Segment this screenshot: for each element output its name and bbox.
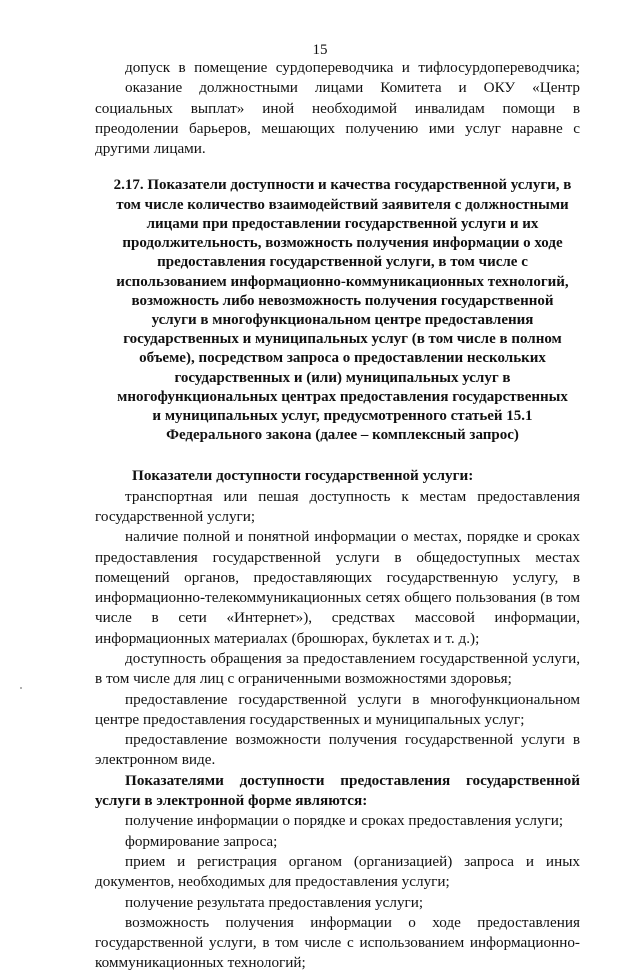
availability-item: транспортная или пешая доступность к местам предоставления государственной услуги;: [95, 487, 580, 525]
paragraph-officials-assistance: оказание должностными лицами Комитета и ОКУ «Центр социальных выплат» иной необходимой инвалидам помощи в преодолении барьеров, мешающих получению ими услуг наравне с другими лицами.: [95, 79, 580, 158]
availability-item: предоставление государственной услуги в многофункциональном центре предоставления государственных и муниципальных услуг;: [95, 690, 580, 728]
availability-heading: Показатели доступности государственной услуги:: [132, 467, 474, 485]
document-body: [95, 58, 580, 974]
availability-item: доступность обращения за предоставлением государственной услуги, в том числе для лиц с ограниченными возможностями здоровья;: [95, 650, 580, 688]
electronic-heading: Показателями доступности предоставления государственной услуги в электронной форме являются:: [95, 771, 580, 810]
availability-item: наличие полной и понятной информации о местах, порядке и сроках предоставления государственной услуги в общедоступных местах помещений органов, предоставляющих государственную услугу, в информационно-телекоммуникационных сетях общего пользования (в том числе в сети «Интернет»), средствах массовой информации, информационных материалах (брошюрах, буклетах и т. д.);: [95, 528, 580, 647]
section-heading-2-17: 2.17. Показатели доступности и качества государственной услуги, в том числе количество взаимодействий заявителя с должностными лицами при предоставлении государственной услуги и их продолжительность, возможность получения информации о ходе предоставления государственной услуги, в том числе с использованием информационно-коммуникационных технологий, возможность либо невозможность получения государственной услуги в многофункциональном центре предоставления государственных и муниципальных услуг (в том числе в полном объеме), посредством запроса о предоставлении нескольких государственных и (или) муниципальных услуг в многофункциональных центрах предоставления государственных и муниципальных услуг, предусмотренного статьей 15.1 Федерального закона (далее – комплексный запрос): [113, 177, 572, 444]
electronic-item: возможность получения информации о ходе предоставления государственной услуги, в том числе с использованием информационно-коммуникационных технологий;: [95, 913, 580, 972]
page-number: 15: [312, 42, 328, 58]
electronic-item: получение информации о порядке и сроках предоставления услуги;: [125, 812, 564, 830]
paragraph-interpreter-access: допуск в помещение сурдопереводчика и тифлосурдопереводчика;: [125, 59, 580, 76]
electronic-item: получение результата предоставления услуги;: [125, 893, 424, 911]
electronic-item: прием и регистрация органом (организацией) запроса и иных документов, необходимых для предоставления услуги;: [95, 852, 580, 891]
availability-item: предоставление возможности получения государственной услуги в электронном виде.: [95, 731, 580, 769]
scan-speck: [20, 687, 22, 689]
electronic-item: формирование запроса;: [125, 832, 278, 850]
